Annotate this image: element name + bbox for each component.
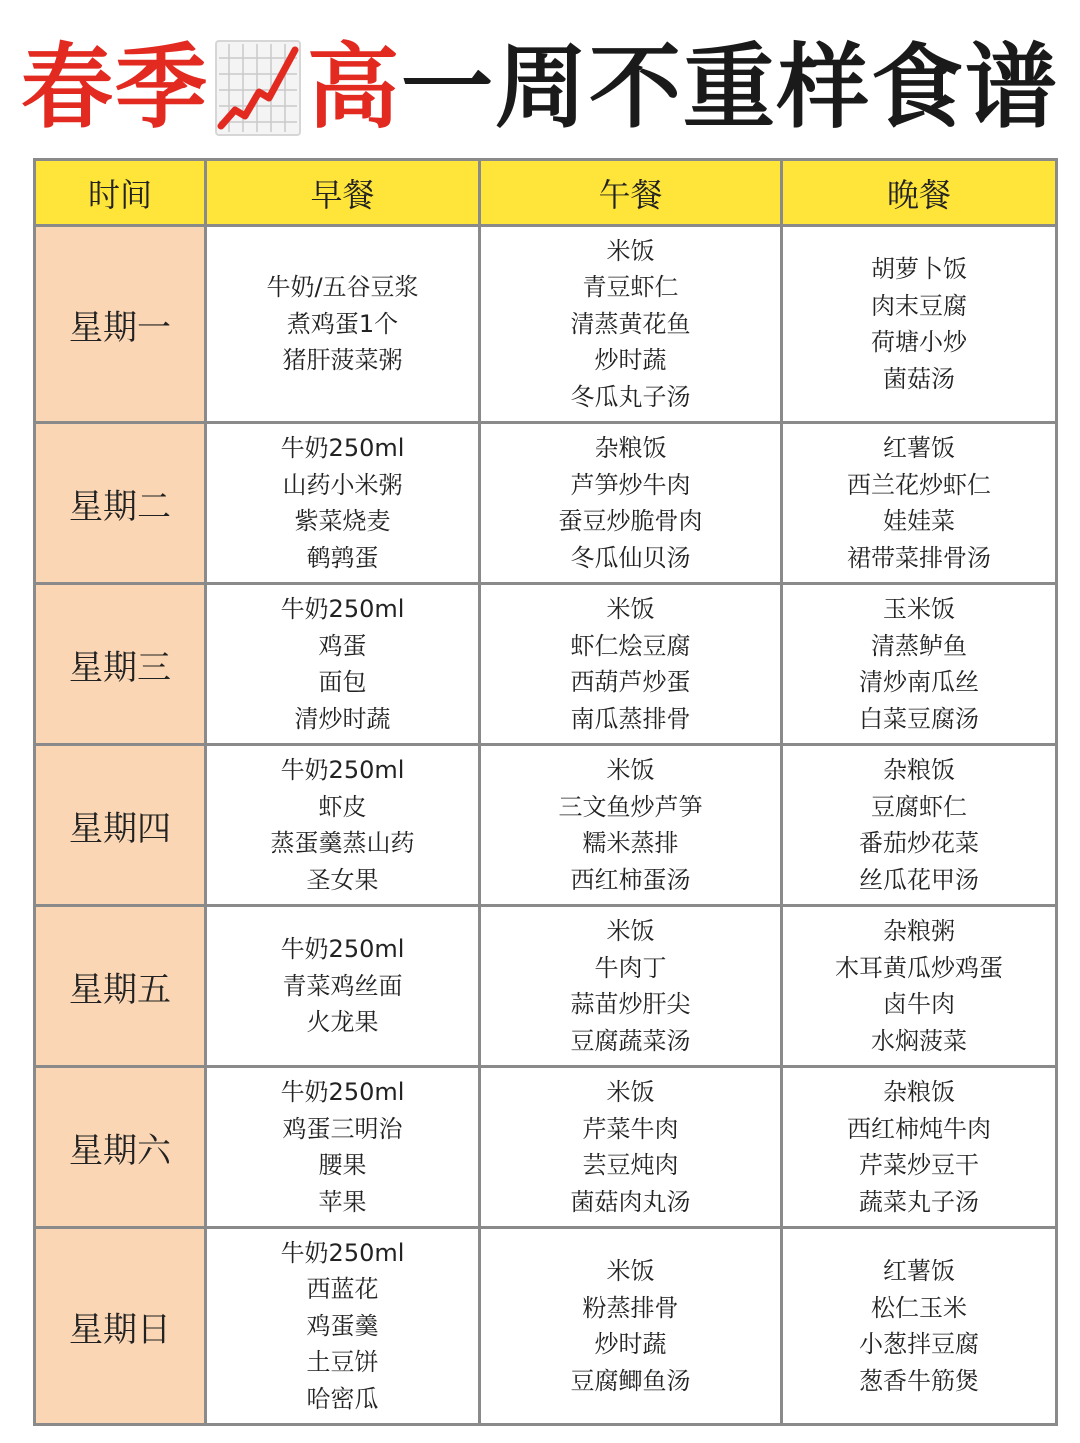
dish-item: 杂粮饭 bbox=[883, 1078, 955, 1106]
dish-item: 卤牛肉 bbox=[883, 990, 955, 1018]
breakfast-cell bbox=[206, 1067, 480, 1228]
day-cell: 星期五 bbox=[35, 906, 206, 1067]
header-lunch: 午餐 bbox=[480, 160, 782, 226]
dish-item: 米饭 bbox=[606, 756, 655, 784]
page-title bbox=[0, 28, 1080, 148]
dish-item: 牛奶250ml bbox=[280, 1238, 405, 1267]
dish-item: 小葱拌豆腐 bbox=[859, 1330, 979, 1358]
dish-item: 米饭 bbox=[606, 1078, 655, 1106]
dish-item: 冬瓜丸子汤 bbox=[570, 382, 691, 411]
dish-item: 杂粮粥 bbox=[883, 917, 955, 945]
dish-item: 肉末豆腐 bbox=[871, 291, 967, 320]
dish-item: 紫菜烧麦 bbox=[294, 507, 391, 535]
dish-item: 腰果 bbox=[318, 1151, 367, 1179]
dish-item: 芸豆炖肉 bbox=[582, 1151, 679, 1179]
dish-item: 猪肝菠菜粥 bbox=[282, 346, 403, 375]
dish-item: 粉蒸排骨 bbox=[582, 1293, 679, 1322]
dish-item: 牛奶250ml bbox=[280, 1078, 405, 1106]
dish-item: 西葫芦炒蛋 bbox=[570, 668, 691, 696]
dish-item: 蔬菜丸子汤 bbox=[859, 1187, 979, 1216]
dish-item: 裙带菜排骨汤 bbox=[847, 543, 991, 572]
dish-item: 米饭 bbox=[606, 595, 655, 623]
dish-item: 胡萝卜饭 bbox=[871, 255, 967, 283]
dish-item: 清蒸鲈鱼 bbox=[871, 631, 967, 660]
lunch-cell bbox=[480, 226, 782, 423]
lunch-cell bbox=[480, 1067, 782, 1228]
dish-item: 红薯饭 bbox=[883, 434, 955, 462]
dish-item: 蒸蛋羹蒸山药 bbox=[270, 829, 415, 857]
title-part-spring: 春季 bbox=[20, 34, 209, 141]
table-row bbox=[35, 423, 1057, 584]
table-row bbox=[35, 226, 1057, 423]
dish-item: 葱香牛筋煲 bbox=[859, 1366, 979, 1395]
dish-item: 西兰花炒虾仁 bbox=[847, 470, 991, 499]
table-row bbox=[35, 1067, 1057, 1228]
dish-item: 杂粮饭 bbox=[594, 434, 667, 462]
dish-item: 炒时蔬 bbox=[594, 1330, 667, 1358]
dish-item: 牛肉丁 bbox=[594, 953, 667, 982]
dish-item: 鸡蛋羹 bbox=[306, 1311, 379, 1340]
dish-item: 豆腐虾仁 bbox=[871, 792, 967, 821]
dish-item: 西蓝花 bbox=[306, 1275, 379, 1304]
lunch-cell bbox=[480, 745, 782, 906]
lunch-cell bbox=[480, 906, 782, 1067]
dish-item: 玉米饭 bbox=[883, 595, 955, 623]
dish-item: 鸡蛋 bbox=[318, 631, 367, 660]
dish-item: 西红柿炖牛肉 bbox=[847, 1114, 991, 1143]
dish-item: 荷塘小炒 bbox=[871, 328, 967, 356]
dish-item: 红薯饭 bbox=[883, 1257, 955, 1285]
dish-item: 杂粮饭 bbox=[883, 756, 955, 784]
weekly-menu-table bbox=[33, 158, 1058, 1426]
dish-item: 火龙果 bbox=[306, 1008, 379, 1037]
breakfast-cell bbox=[206, 906, 480, 1067]
dish-item: 苹果 bbox=[318, 1187, 367, 1216]
breakfast-cell bbox=[206, 745, 480, 906]
table-row bbox=[35, 745, 1057, 906]
dish-item: 虾仁烩豆腐 bbox=[570, 631, 691, 660]
dish-item: 番茄炒花菜 bbox=[859, 829, 979, 857]
day-cell: 星期二 bbox=[35, 423, 206, 584]
dish-item: 娃娃菜 bbox=[883, 507, 955, 535]
dish-item: 三文鱼炒芦笋 bbox=[558, 792, 703, 821]
dish-item: 糯米蒸排 bbox=[582, 829, 679, 857]
dish-item: 牛奶250ml bbox=[280, 434, 405, 462]
table-row bbox=[35, 906, 1057, 1067]
dish-item: 水焖菠菜 bbox=[871, 1026, 967, 1055]
dish-item: 青菜鸡丝面 bbox=[282, 971, 403, 1000]
breakfast-cell bbox=[206, 584, 480, 745]
dish-item: 南瓜蒸排骨 bbox=[570, 704, 691, 733]
dish-item: 鸡蛋三明治 bbox=[282, 1114, 403, 1143]
day-cell: 星期四 bbox=[35, 745, 206, 906]
dish-item: 芦笋炒牛肉 bbox=[570, 470, 691, 499]
dish-item: 清炒南瓜丝 bbox=[859, 668, 979, 696]
dish-item: 炒时蔬 bbox=[594, 346, 667, 375]
day-cell: 星期日 bbox=[35, 1228, 206, 1425]
dinner-cell bbox=[782, 1067, 1057, 1228]
header-time: 时间 bbox=[35, 160, 206, 226]
dinner-cell bbox=[782, 906, 1057, 1067]
dish-item: 米饭 bbox=[606, 917, 655, 945]
dish-item: 米饭 bbox=[606, 1257, 655, 1285]
lunch-cell bbox=[480, 423, 782, 584]
lunch-cell bbox=[480, 584, 782, 745]
table-row bbox=[35, 584, 1057, 745]
dish-item: 山药小米粥 bbox=[282, 470, 403, 499]
dish-item: 菌菇汤 bbox=[883, 364, 955, 393]
dinner-cell bbox=[782, 584, 1057, 745]
breakfast-cell bbox=[206, 226, 480, 423]
dish-item: 牛奶250ml bbox=[280, 935, 405, 964]
dish-item: 清蒸黄花鱼 bbox=[570, 309, 691, 338]
day-cell: 星期六 bbox=[35, 1067, 206, 1228]
dinner-cell bbox=[782, 1228, 1057, 1425]
dish-item: 冬瓜仙贝汤 bbox=[570, 543, 691, 572]
dish-item: 蒜苗炒肝尖 bbox=[570, 990, 691, 1018]
header-dinner: 晚餐 bbox=[782, 160, 1057, 226]
dish-item: 青豆虾仁 bbox=[582, 273, 679, 302]
dish-item: 牛奶/五谷豆浆 bbox=[266, 273, 419, 302]
dish-item: 鹌鹑蛋 bbox=[306, 543, 379, 572]
dish-item: 清炒时蔬 bbox=[294, 704, 391, 733]
dish-item: 松仁玉米 bbox=[871, 1293, 967, 1322]
dinner-cell bbox=[782, 423, 1057, 584]
dish-item: 豆腐蔬菜汤 bbox=[570, 1026, 691, 1055]
dish-item: 牛奶250ml bbox=[280, 756, 405, 784]
dish-item: 蚕豆炒脆骨肉 bbox=[558, 507, 703, 535]
dinner-cell bbox=[782, 745, 1057, 906]
day-cell: 星期一 bbox=[35, 226, 206, 423]
dish-item: 菌菇肉丸汤 bbox=[570, 1187, 691, 1216]
dish-item: 芹菜牛肉 bbox=[582, 1114, 679, 1143]
chart-increasing-icon bbox=[215, 40, 301, 136]
breakfast-cell bbox=[206, 1228, 480, 1425]
dish-item: 煮鸡蛋1个 bbox=[286, 309, 399, 338]
dish-item: 白菜豆腐汤 bbox=[859, 704, 979, 733]
breakfast-cell bbox=[206, 423, 480, 584]
dish-item: 土豆饼 bbox=[306, 1348, 379, 1377]
dinner-cell bbox=[782, 226, 1057, 423]
table-header bbox=[35, 160, 1057, 226]
header-breakfast: 早餐 bbox=[206, 160, 480, 226]
title-part-high: 高 bbox=[306, 34, 401, 141]
dish-item: 西红柿蛋汤 bbox=[570, 865, 691, 894]
dish-item: 豆腐鲫鱼汤 bbox=[570, 1366, 691, 1395]
dish-item: 哈密瓜 bbox=[306, 1384, 379, 1413]
dish-item: 圣女果 bbox=[306, 865, 379, 894]
dish-item: 丝瓜花甲汤 bbox=[859, 865, 979, 894]
lunch-cell bbox=[480, 1228, 782, 1425]
title-part-menu: 一周不重样食谱 bbox=[401, 34, 1060, 141]
table-row bbox=[35, 1228, 1057, 1425]
dish-item: 芹菜炒豆干 bbox=[859, 1151, 979, 1179]
header-row bbox=[35, 160, 1057, 226]
dish-item: 虾皮 bbox=[318, 792, 367, 821]
table-body bbox=[35, 226, 1057, 1425]
dish-item: 米饭 bbox=[606, 236, 655, 265]
dish-item: 面包 bbox=[318, 668, 367, 696]
dish-item: 木耳黄瓜炒鸡蛋 bbox=[835, 953, 1003, 982]
day-cell: 星期三 bbox=[35, 584, 206, 745]
dish-item: 牛奶250ml bbox=[280, 595, 405, 623]
